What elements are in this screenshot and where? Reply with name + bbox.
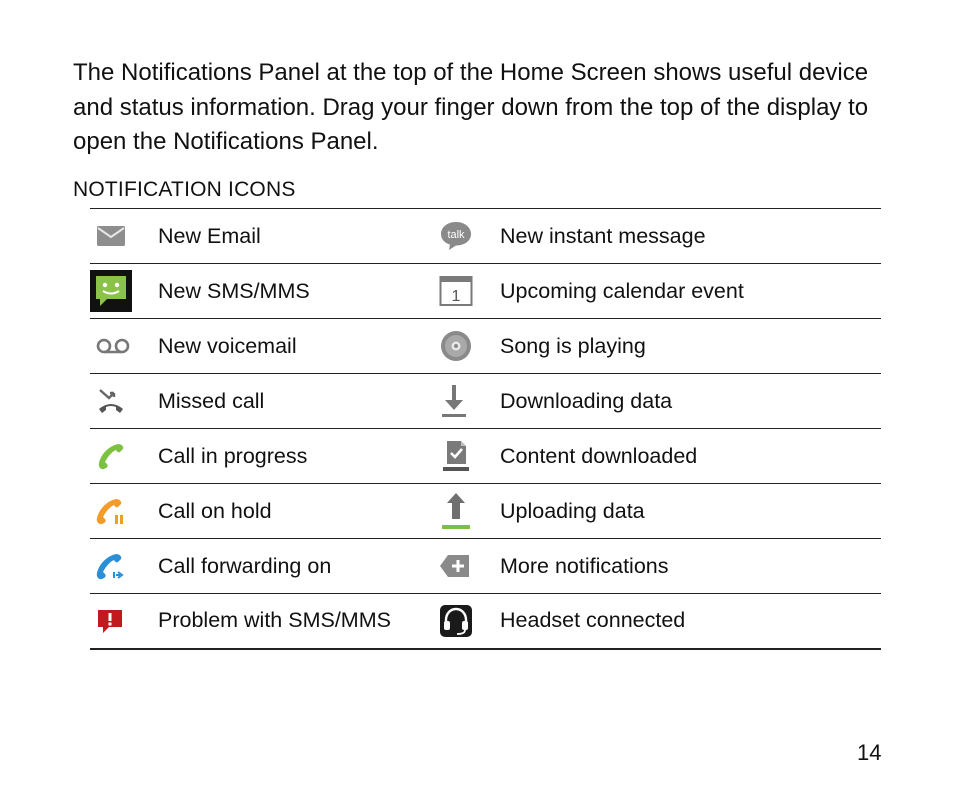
icon-label: New instant message — [500, 223, 706, 248]
talk-icon — [434, 220, 500, 252]
intro-paragraph: The Notifications Panel at the top of the Home Screen shows useful device and status information. Drag your finger down from the top of the display to open the Notifications Panel. — [73, 59, 869, 155]
content-downloaded-icon — [434, 439, 500, 473]
icon-label: Call forwarding on — [158, 553, 332, 578]
icon-label: Upcoming calendar event — [500, 278, 744, 303]
icon-label: Call in progress — [158, 443, 308, 468]
notification-icons-table — [90, 208, 881, 650]
sms-problem-icon — [90, 607, 158, 635]
icon-label: New Email — [158, 223, 261, 248]
calendar-icon — [434, 275, 500, 307]
icon-label: Downloading data — [500, 388, 673, 413]
icon-label: Missed call — [158, 388, 265, 413]
page-number: 14 — [857, 740, 882, 765]
voicemail-icon — [90, 337, 158, 355]
upload-icon — [434, 491, 500, 531]
icon-label: Content downloaded — [500, 443, 698, 468]
more-notifications-icon — [434, 553, 500, 579]
icon-label: Headset connected — [500, 608, 686, 633]
download-icon — [434, 383, 500, 419]
table-row — [90, 319, 881, 374]
table-row — [90, 374, 881, 429]
email-icon — [90, 225, 158, 247]
table-row — [90, 539, 881, 594]
icon-label: Problem with SMS/MMS — [158, 608, 391, 633]
sms-icon — [90, 270, 158, 312]
song-playing-icon — [434, 329, 500, 363]
table-row — [90, 594, 881, 649]
icon-label: Song is playing — [500, 333, 646, 358]
svg-text:1: 1 — [451, 288, 461, 305]
svg-text:talk: talk — [447, 229, 465, 241]
table-row — [90, 429, 881, 484]
icon-label: Call on hold — [158, 498, 272, 523]
icon-label: New voicemail — [158, 333, 297, 358]
icon-label: Uploading data — [500, 498, 645, 523]
icon-label: More notifications — [500, 553, 669, 578]
section-heading: NOTIFICATION ICONS — [73, 178, 296, 201]
icon-label: New SMS/MMS — [158, 278, 310, 303]
call-forwarding-icon — [90, 551, 158, 581]
table-row — [90, 209, 881, 264]
call-on-hold-icon — [90, 496, 158, 526]
table-row — [90, 484, 881, 539]
call-in-progress-icon — [90, 441, 158, 471]
table-row — [90, 264, 881, 319]
headset-icon — [434, 604, 500, 638]
missed-call-icon — [90, 387, 158, 415]
